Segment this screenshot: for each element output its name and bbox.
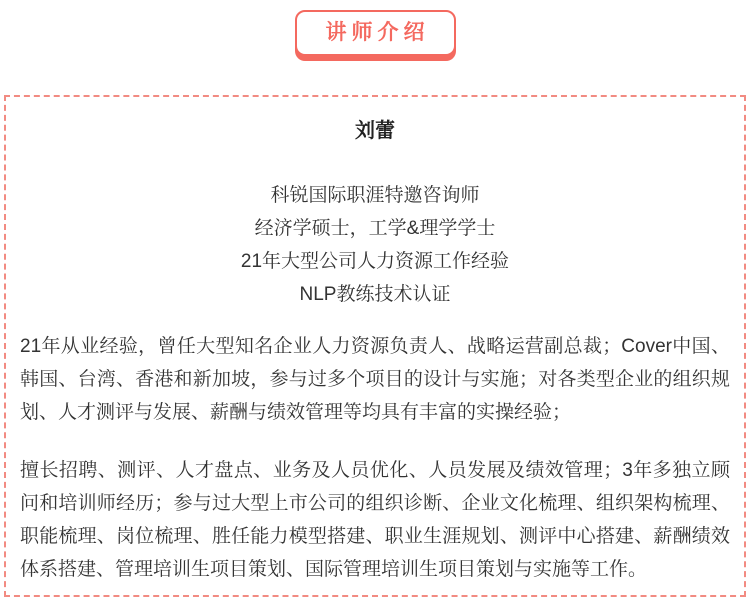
section-title-badge: 讲师介绍	[295, 10, 456, 56]
credential-item: 经济学硕士，工学&理学学士	[254, 218, 496, 239]
credential-item: 21年大型公司人力资源工作经验	[240, 251, 510, 272]
section-header	[0, 10, 750, 56]
bio-paragraph-experience: 21年从业经验，曾任大型知名企业人力资源负责人、战略运营副总裁；Cover中国、韩国、台湾、香港和新加坡，参与过多个项目的设计与实施；对各类型企业的组织规划、人才测评与发展、薪酬与绩效管理等均具有丰富的实操经验；	[20, 336, 730, 423]
credential-item: 科锐国际职涯特邀咨询师	[270, 185, 480, 206]
lecturer-name: 刘蕾	[355, 120, 395, 142]
bio-paragraph-specialties: 擅长招聘、测评、人才盘点、业务及人员优化、人员发展及绩效管理；3年多独立顾问和培训师经历；参与过大型上市公司的组织诊断、企业文化梳理、组织架构梳理、职能梳理、岗位梳理、胜任能力模型搭建、职业生涯规划、测评中心搭建、薪酬绩效体系搭建、管理培训生项目策划、国际管理培训生项目策划与实施等工作。	[20, 460, 730, 580]
lecturer-profile-card	[4, 95, 746, 597]
credential-item: NLP教练技术认证	[299, 284, 451, 305]
credentials-list	[16, 179, 734, 311]
